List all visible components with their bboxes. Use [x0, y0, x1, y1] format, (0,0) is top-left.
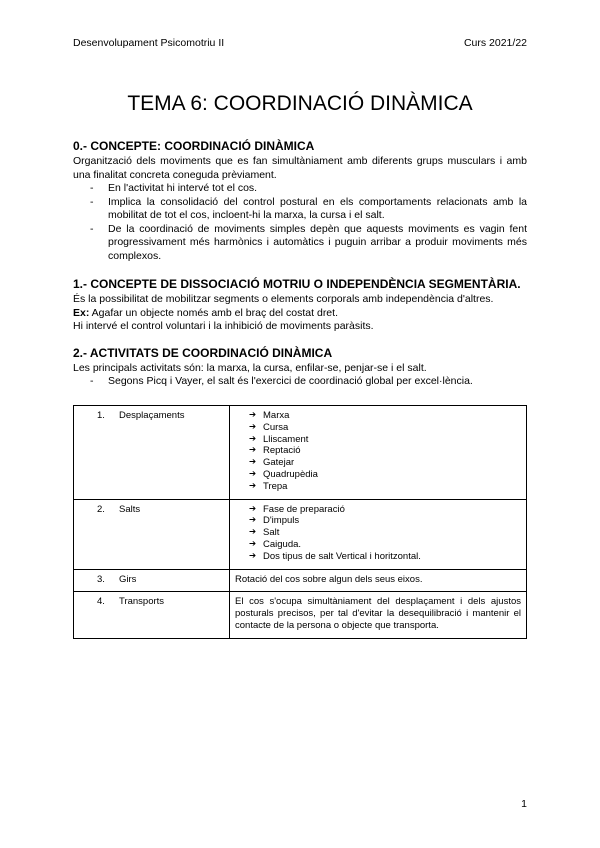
list-item: ➔ D'impuls — [263, 515, 521, 527]
list-item: ➔ Trepa — [263, 481, 521, 493]
list-item: ➔ Gatejar — [263, 457, 521, 469]
page-number: 1 — [521, 798, 527, 810]
table-cell-content — [230, 406, 527, 500]
arrow-list — [235, 504, 521, 563]
table-row — [74, 406, 527, 500]
list-item: ➔ Caiguda. — [263, 539, 521, 551]
table-cell-label — [74, 569, 230, 592]
table-cell-content — [230, 499, 527, 569]
list-item: ➔ Fase de preparació — [263, 504, 521, 516]
document-body — [73, 139, 527, 389]
section-1-line-3: Hi intervé el control voluntari i la inhibició de moviments paràsits. — [73, 320, 374, 332]
list-item: - De la coordinació de moviments simples depèn que aquests moviments es vagin fent progressivament més harmònics i automàtics i puguin arribar a produir moviments més complexos. — [108, 223, 527, 264]
table-row — [74, 569, 527, 592]
table-cell-content: Rotació del cos sobre algun dels seus eixos. — [230, 569, 527, 592]
table-cell-content: El cos s'ocupa simultàniament del desplaçament i dels ajustos posturals precisos, per tal d'evitar la desequilibració i mantenir el contacte de la persona o objecte que transporta. — [230, 592, 527, 638]
table-cell-label — [74, 406, 230, 500]
row-label: Desplaçaments — [119, 410, 185, 421]
row-number: 3. — [97, 573, 105, 585]
example-label: Ex: — [73, 306, 90, 319]
section-2-text: Les principals activitats són: la marxa, la cursa, enfilar-se, penjar-se i el salt. — [73, 361, 427, 374]
list-item: ➔ Quadrupèdia — [263, 469, 521, 481]
list-item: ➔ Salt — [263, 527, 521, 539]
section-0-text: Organització dels moviments que es fan simultàniament amb diferents grups musculars i amb una finalitat concreta coneguda prèviament. — [73, 155, 527, 181]
list-item: - Implica la consolidació del control postural en els comportaments relacionats amb la mobilitat de tot el cos, incloent-hi la marxa, la cursa i el salt. — [108, 196, 527, 223]
section-1-line-1: És la possibilitat de mobilitzar segments o elements corporals amb independència d'altres. — [73, 293, 494, 305]
list-item: ➔ Dos tipus de salt Vertical i horitzontal. — [263, 551, 521, 563]
list-item: ➔ Lliscament — [263, 434, 521, 446]
page-title: TEMA 6: COORDINACIÓ DINÀMICA — [127, 92, 473, 115]
row-number: 2. — [97, 503, 105, 515]
row-label: Girs — [119, 573, 137, 585]
table-row — [74, 499, 527, 569]
section-1-example — [73, 307, 527, 321]
section-1-heading: 1.- CONCEPTE DE DISSOCIACIÓ MOTRIU O INDEPENDÈNCIA SEGMENTÀRIA. — [73, 277, 521, 291]
row-label: Salts — [119, 503, 141, 515]
table-cell-label — [74, 499, 230, 569]
row-number: 1. — [97, 410, 105, 421]
table-row — [74, 592, 527, 638]
list-item: - En l'activitat hi intervé tot el cos. — [108, 182, 527, 196]
example-text: Agafar un objecte només amb el braç del costat dret. — [89, 306, 338, 319]
list-item: ➔ Reptació — [263, 445, 521, 457]
arrow-list — [235, 410, 521, 493]
list-item: - Segons Picq i Vayer, el salt és l'exercici de coordinació global per excel·lència. — [108, 375, 527, 389]
row-number: 4. — [97, 596, 105, 608]
coordination-table — [73, 405, 527, 639]
header-course-name: Desenvolupament Psicomotriu II — [73, 37, 225, 49]
section-0-heading: 0.- CONCEPTE: COORDINACIÓ DINÀMICA — [73, 139, 315, 153]
section-0-list — [73, 182, 527, 263]
section-2-list — [73, 375, 527, 389]
list-item: ➔ Marxa — [263, 410, 521, 422]
header-year: Curs 2021/22 — [463, 37, 527, 49]
table-cell-label — [74, 592, 230, 638]
section-2-heading: 2.- ACTIVITATS DE COORDINACIÓ DINÀMICA — [73, 345, 333, 360]
row-label: Transports — [119, 596, 165, 608]
list-item: ➔ Cursa — [263, 422, 521, 434]
